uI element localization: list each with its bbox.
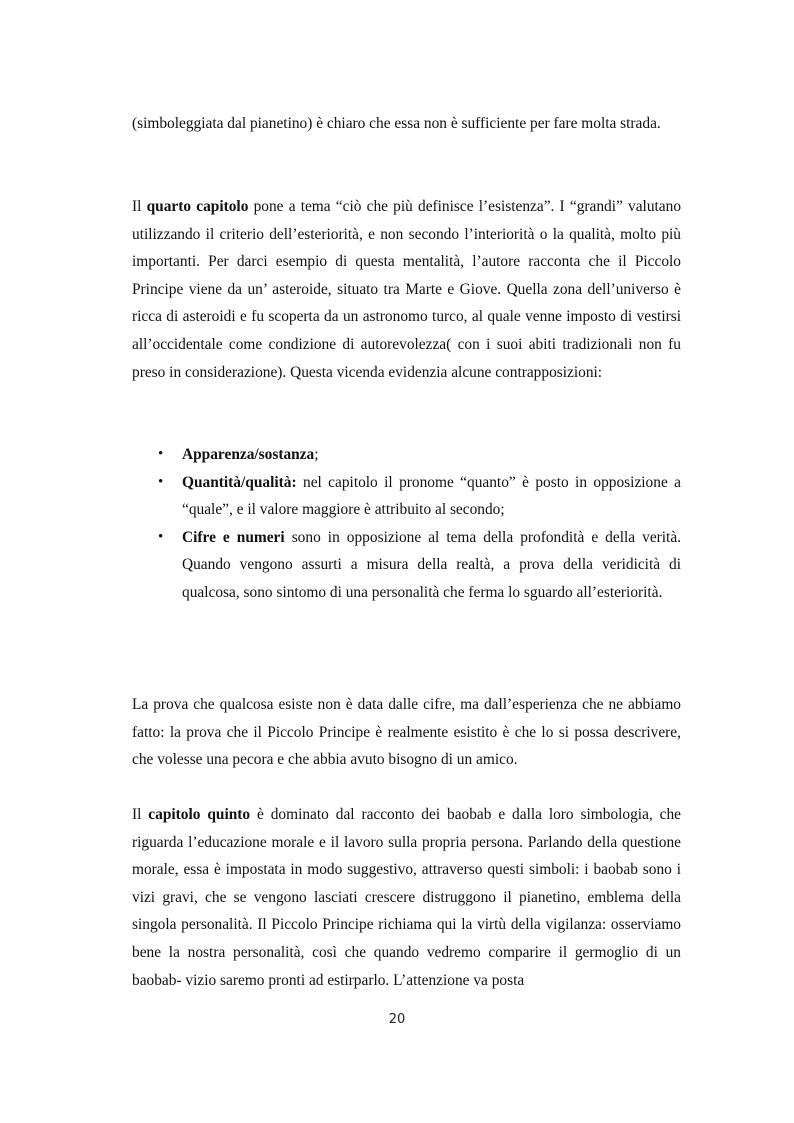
paragraph-3-text: La prova che qualcosa esiste non è data dalle cifre, ma dall’esperienza che ne abbiamo fatto: la prova che il Piccolo Principe è realmente esistito è che lo si possa descrivere, che volesse una pecora e che abbia avuto bisogno di un amico. bbox=[132, 696, 681, 769]
paragraph-4-pre: Il bbox=[132, 806, 149, 823]
list-item-bold: Apparenza/sostanza bbox=[182, 446, 315, 463]
list-item bbox=[132, 441, 681, 469]
paragraph-4-post: è dominato dal racconto dei baobab e dalla loro simbologia, che riguarda l’educazione morale e il lavoro sulla propria persona. Parlando della questione morale, essa è impostata in modo suggestivo, attraverso questi simboli: i baobab sono i vizi gravi, che se vengono lasciati crescere distruggono il pianetino, emblema della singola personalità. Il Piccolo Principe richiama qui la virtù della vigilanza: osserviamo bene la nostra personalità, così che quando vedremo comparire il germoglio di un baobab- vizio saremo pronti ad estirparlo. L’attenzione va posta bbox=[132, 806, 682, 989]
paragraph-2-bold: quarto capitolo bbox=[146, 198, 249, 215]
paragraph-2 bbox=[132, 193, 681, 386]
page-number: 20 bbox=[388, 1012, 406, 1027]
contrapposizioni-list bbox=[132, 441, 681, 607]
paragraph-1 bbox=[132, 110, 681, 138]
list-item-bold: Quantità/qualità: bbox=[182, 473, 297, 491]
list-item-text: ; bbox=[314, 446, 319, 463]
paragraph-2-post: pone a tema “ciò che più definisce l’esistenza”. I “grandi” valutano utilizzando il criterio dell’esteriorità, e non secondo l’interiorità o la qualità, molto più importanti. Per darci esempio di questa mentalità, l’autore racconta che il Piccolo Principe viene da un’ asteroide, situato tra Marte e Giove. Quella zona dell’universo è ricca di asteroidi e fu scoperta da un astronomo turco, al quale venne imposto di vestirsi all’occidentale come condizione di autorevolezza( con i suoi abiti tradizionali non fu preso in considerazione). Questa vicenda evidenzia alcune contrapposizioni: bbox=[132, 198, 682, 381]
list-item-text: nel capitolo il pronome “quanto” è posto in opposizione a “quale”, e il valore maggiore è attribuito al secondo; bbox=[182, 473, 681, 519]
paragraph-4 bbox=[132, 801, 681, 994]
paragraph-3 bbox=[132, 691, 681, 774]
bullet-icon: • bbox=[158, 473, 164, 490]
list-item-text: sono in opposizione al tema della profondità e della verità. Quando vengono assurti a misura della realtà, a prova della veridicità di qualcosa, sono sintomo di una personalità che ferma lo sguardo all’esteriorità. bbox=[182, 528, 682, 601]
bullet-icon: • bbox=[158, 528, 164, 545]
paragraph-1-text: (simboleggiata dal pianetino) è chiaro che essa non è sufficiente per fare molta strada. bbox=[132, 115, 661, 132]
paragraph-2-pre: Il bbox=[132, 198, 147, 215]
paragraph-4-bold: capitolo quinto bbox=[148, 806, 251, 823]
bullet-icon: • bbox=[158, 446, 164, 462]
list-item bbox=[132, 524, 681, 607]
list-item bbox=[132, 469, 681, 524]
list-item-bold: Cifre e numeri bbox=[182, 528, 285, 546]
